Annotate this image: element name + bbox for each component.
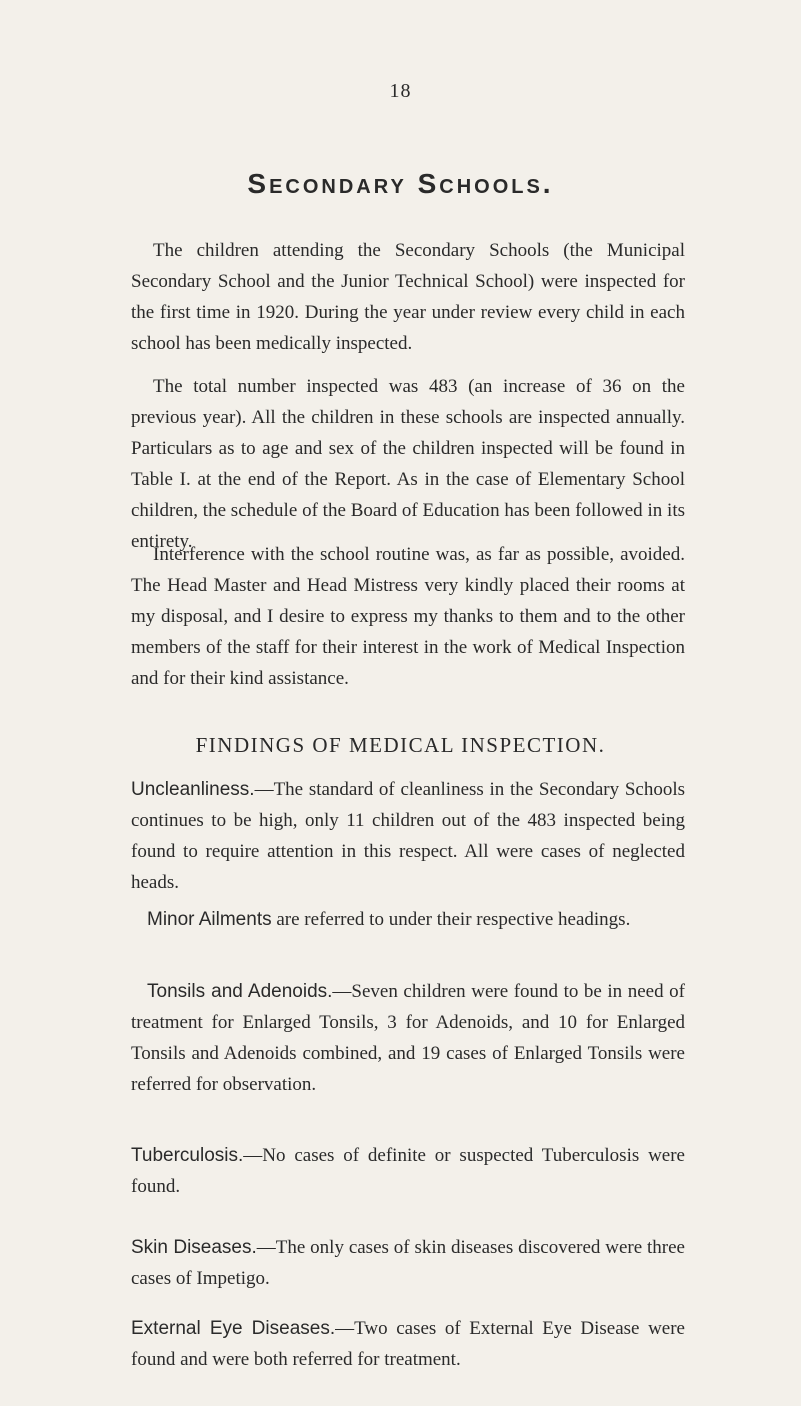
finding-minor-ailments — [131, 904, 685, 935]
acknowledgement-paragraph: Interference with the school routine was, as far as possible, avoided. The Head Master and Head Mistress very kindly placed their rooms at my disposal, and I desire to express my thanks to them and to the other members of the staff for their interest in the work of Medical Inspection and for their kind assistance. — [131, 544, 685, 689]
page-number: 18 — [389, 80, 412, 102]
finding-heading: Skin Diseases. — [131, 1237, 257, 1258]
finding-text: —The standard of cleanliness in the Secondary Schools continues to be high, only 11 children out of the 483 inspected being found to require attention in this respect. All were cases of neglected heads. — [131, 779, 685, 893]
finding-text: —Two cases of External Eye Disease were found and were both referred for treatment. — [131, 1318, 685, 1370]
finding-text: —Seven children were found to be in need of treatment for Enlarged Tonsils, 3 for Adenoids, and 10 for Enlarged Tonsils and Adenoids combined, and 19 cases of Enlarged Tonsils were referred for observation. — [131, 981, 685, 1095]
finding-text: are referred to under their respective headings. — [271, 909, 631, 930]
finding-heading: Tonsils and Adenoids. — [147, 981, 333, 1002]
finding-tuberculosis — [131, 1140, 685, 1202]
finding-heading: Tuberculosis. — [131, 1145, 244, 1166]
inspection-count-paragraph: The total number inspected was 483 (an increase of 36 on the previous year). All the children in these schools are inspected annually. Particulars as to age and sex of the children inspected will be found in Table I. at the end of the Report. As in the case of Elementary School children, the schedule of the Board of Education has been followed in its entirety. — [131, 376, 685, 552]
finding-text: —The only cases of skin diseases discovered were three cases of Impetigo. — [131, 1237, 685, 1289]
section-title: Secondary Schools. — [247, 168, 554, 199]
finding-heading: Uncleanliness. — [131, 779, 255, 800]
finding-tonsils-adenoids — [131, 976, 685, 1100]
finding-skin-diseases — [131, 1232, 685, 1294]
intro-paragraph: The children attending the Secondary Schools (the Municipal Secondary School and the Junior Technical School) were inspected for the first time in 1920. During the year under review every child in each school has been medically inspected. — [131, 240, 685, 354]
finding-uncleanliness — [131, 774, 685, 898]
findings-title: FINDINGS OF MEDICAL INSPECTION. — [195, 733, 606, 757]
finding-heading: External Eye Diseases. — [131, 1318, 336, 1339]
finding-external-eye-diseases — [131, 1313, 685, 1375]
finding-heading: Minor Ailments — [147, 909, 272, 930]
finding-text: —No cases of definite or suspected Tuberculosis were found. — [131, 1145, 685, 1197]
